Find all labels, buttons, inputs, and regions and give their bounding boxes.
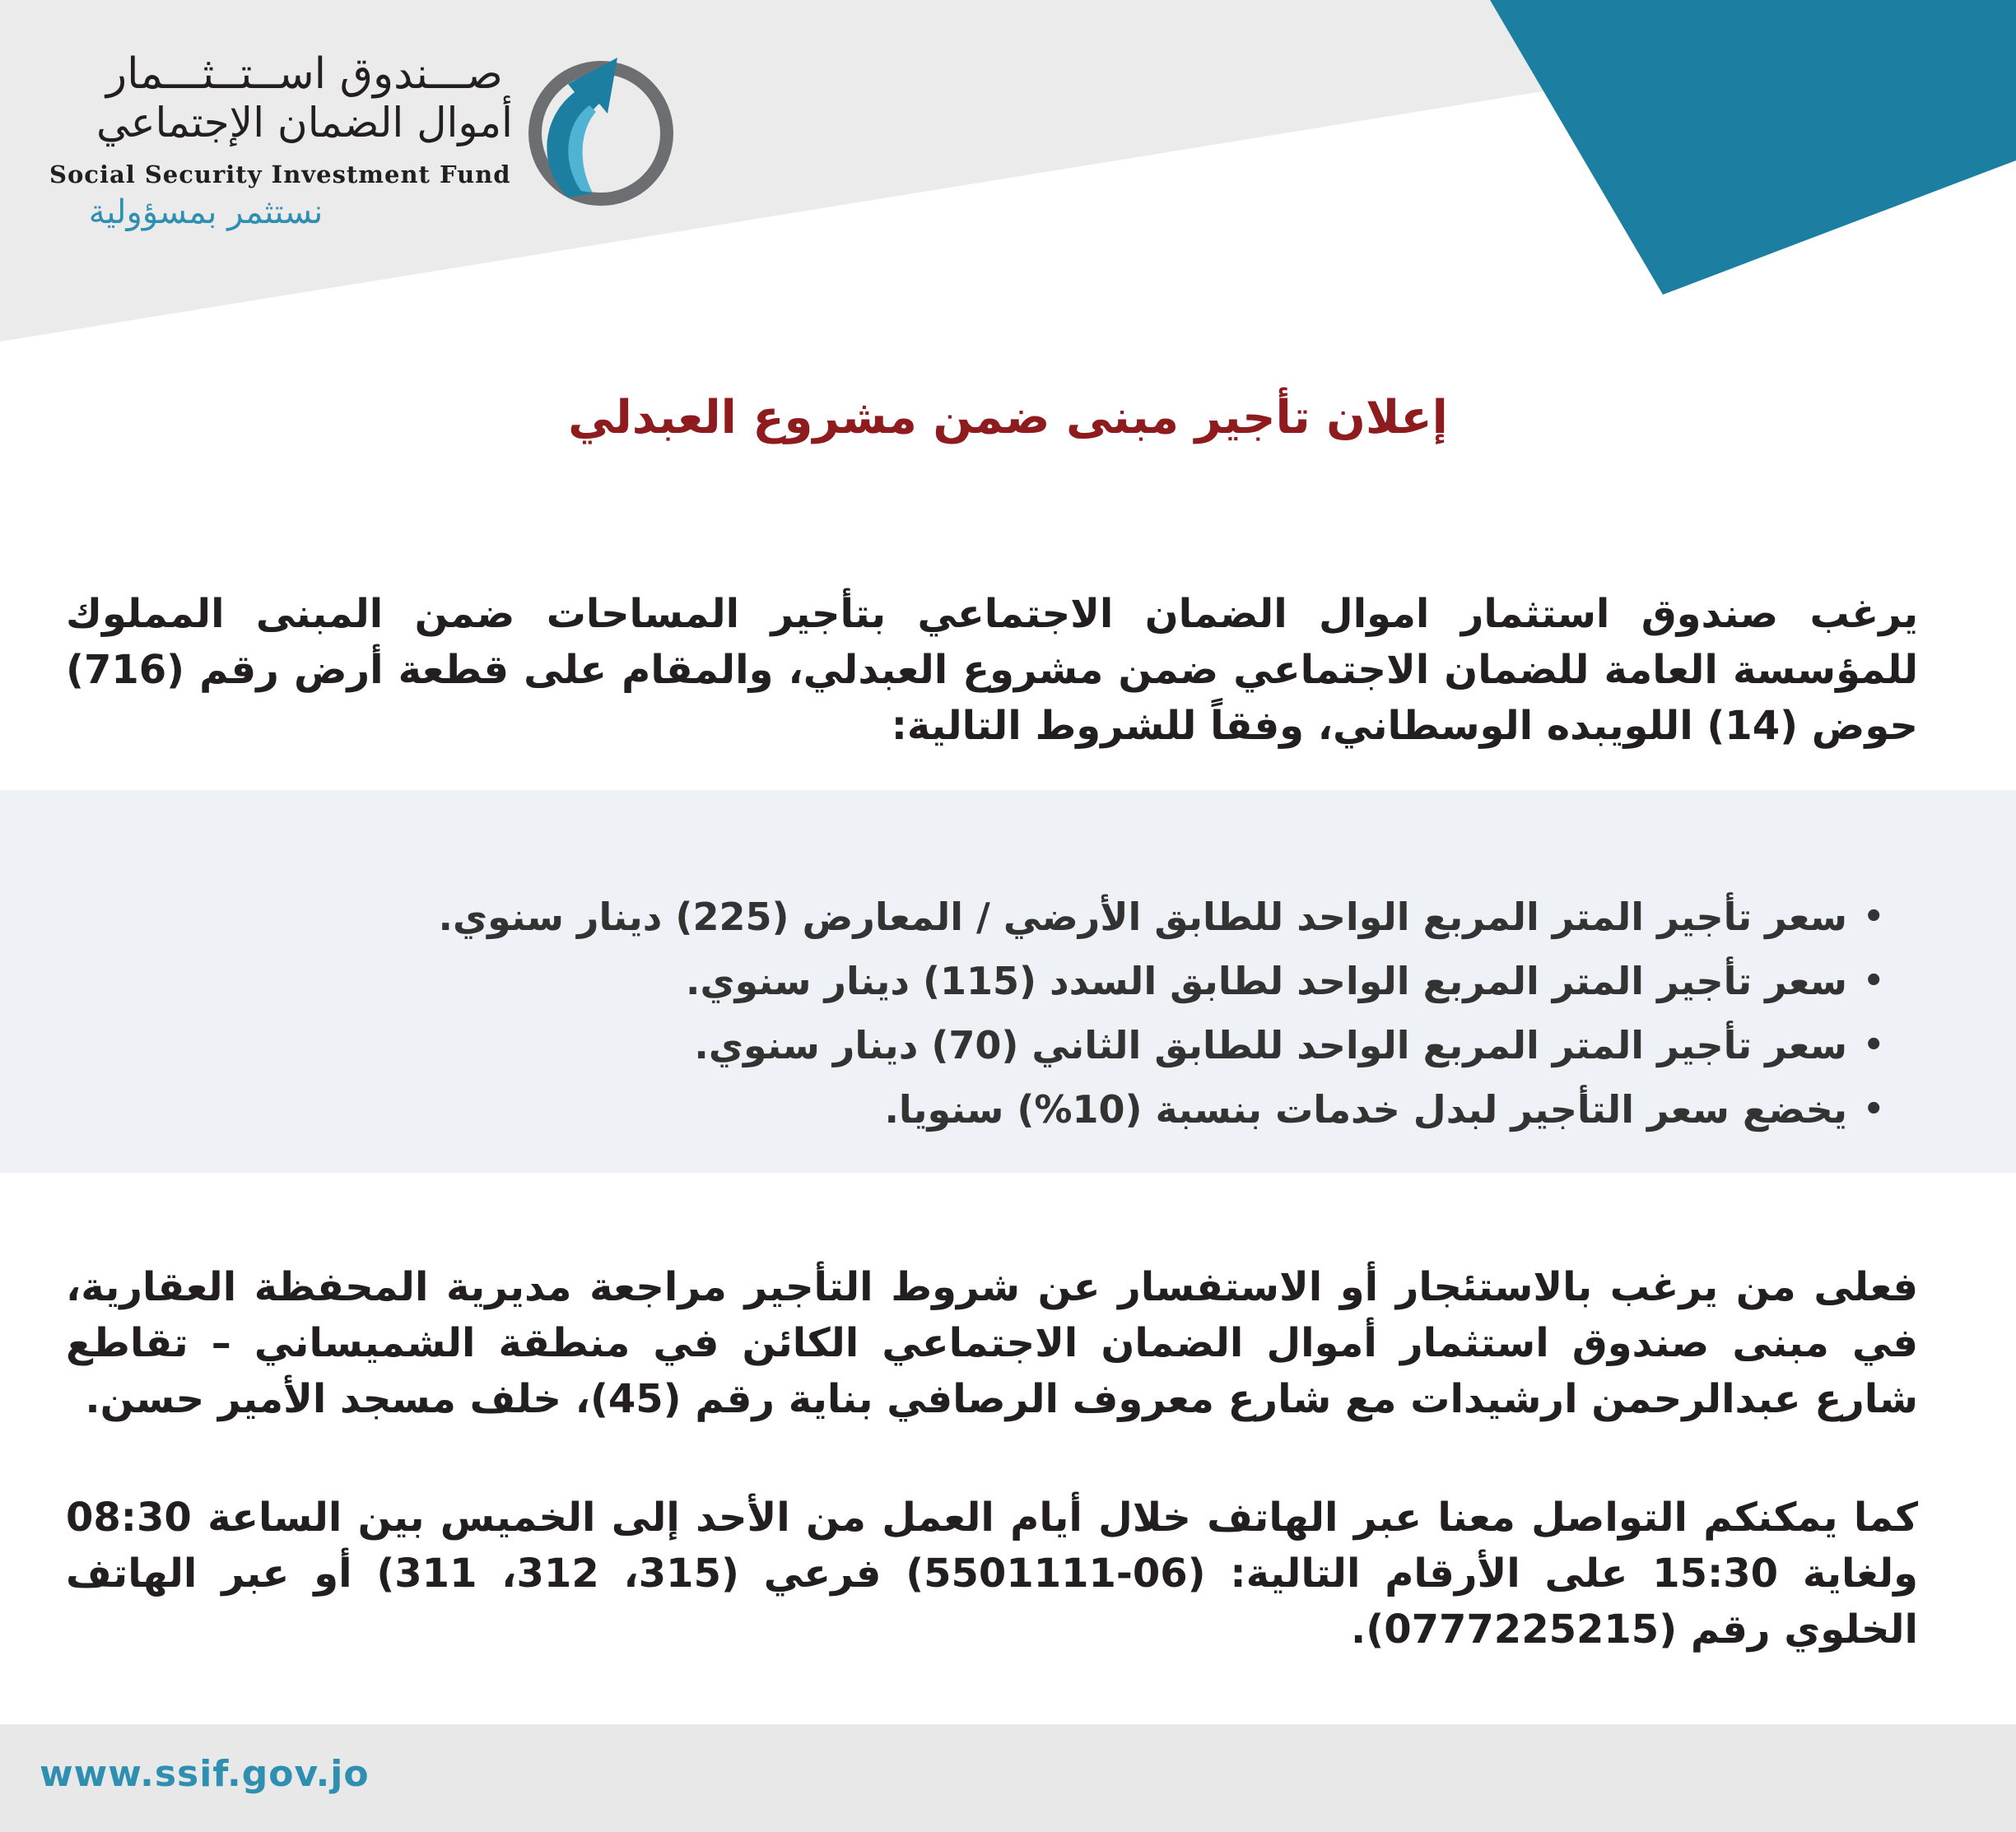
- condition-item: • سعر تأجير المتر المربع الواحد للطابق الثاني (70) دينار سنوي.: [238, 1013, 1884, 1077]
- logo-english-name: Social Security Investment Fund: [49, 160, 511, 188]
- conditions-list: [238, 885, 1884, 1142]
- logo: [33, 41, 675, 247]
- condition-item: • سعر تأجير المتر المربع الواحد لطابق السدد (115) دينار سنوي.: [238, 949, 1884, 1013]
- logo-arabic-line1: صـــندوق اســتــثـــمار: [106, 49, 503, 99]
- announcement-title: إعلان تأجير مبنى ضمن مشروع العبدلي: [568, 391, 1448, 444]
- contact-paragraph: كما يمكنكم التواصل معنا عبر الهاتف خلال أيام العمل من الأحد إلى الخميس بين الساعة 08:30 ولغاية 15:30 على الأرقام التالية: (06-5501111) فرعي (315، 312، 311) أو عبر الهاتف الخلوي رقم (0777225215).: [66, 1495, 1918, 1653]
- inquiry-paragraph: فعلى من يرغب بالاستئجار أو الاستفسار عن شروط التأجير مراجعة مديرية المحفظة العقارية، في مبنى صندوق استثمار أموال الضمان الاجتماعي الكائن في منطقة الشميساني – تقاطع شارع عبدالرحمن ارشيدات مع شارع معروف الرصافي بناية رقم (45)، خلف مسجد الأمير حسن.: [66, 1264, 1918, 1422]
- logo-slogan: نستثمر بمسؤولية: [88, 193, 324, 231]
- condition-item: • يخضع سعر التأجير لبدل خدمات بنسبة (10%) سنويا.: [238, 1077, 1884, 1142]
- condition-item: • سعر تأجير المتر المربع الواحد للطابق الأرضي / المعارض (225) دينار سنوي.: [238, 885, 1884, 949]
- logo-arabic-line2: أموال الضمان الإجتماعي: [96, 99, 513, 146]
- website-link[interactable]: www.ssif.gov.jo: [40, 1753, 370, 1795]
- logo-ring-arrow-icon: [510, 41, 683, 214]
- intro-paragraph: يرغب صندوق استثمار اموال الضمان الاجتماعي بتأجير المساحات ضمن المبنى المملوك للمؤسسة العامة للضمان الاجتماعي ضمن مشروع العبدلي، والمقام على قطعة أرض رقم (716) حوض (14) اللويبده الوسطاني، وفقاً للشروط التالية:: [66, 591, 1918, 749]
- header-teal-triangle: [1490, 0, 2016, 295]
- footer: [0, 1724, 2016, 1832]
